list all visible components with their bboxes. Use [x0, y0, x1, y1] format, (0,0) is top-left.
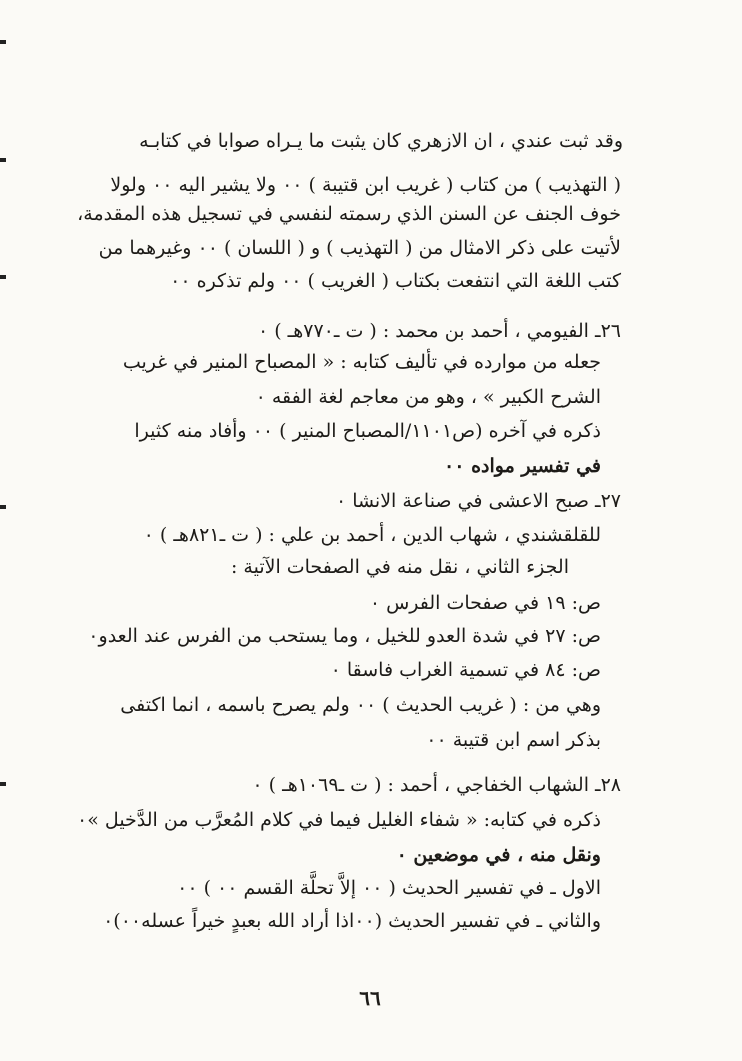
text-line: جعله من موارده في تأليف كتابه : « المصباح المنير في غريب [122, 351, 601, 373]
page-number: ٦٦ [359, 986, 381, 1010]
text-line: ص: ٢٧ في شدة العدو للخيل ، وما يستحب من الفرس عند العدو٠ [88, 625, 601, 647]
text-line: ونقل منه ، في موضعين ٠ [396, 844, 601, 866]
text-line: بذكر اسم ابن قتيبة ٠٠ [426, 729, 601, 751]
text-line: لأتيت على ذكر الامثال من ( التهذيب ) و ( اللسان ) ٠٠ وغيرهما من [98, 237, 621, 259]
text-line: للقلقشندي ، شهاب الدين ، أحمد بن علي : ( ت ـ٨٢١هـ ) ٠ [143, 524, 601, 546]
text-line: وقد ثبت عندي ، ان الازهري كان يثبت ما يـراه صوابا في كتابـه [139, 130, 623, 152]
text-line: كتب اللغة التي انتفعت بكتاب ( الغريب ) ٠٠ ولم تذكره ٠٠ [170, 270, 621, 292]
text-line: الاول ـ في تفسير الحديث ( ٠٠ إلاَّ تحلَّة القسم ٠٠ ) ٠٠ [177, 877, 601, 899]
margin-mark [0, 505, 6, 509]
text-line: خوف الجنف عن السنن الذي رسمته لنفسي في تسجيل هذه المقدمة، [77, 203, 621, 225]
entry-heading-28: ٢٨ـ الشهاب الخفاجي ، أحمد : ( ت ـ١٠٦٩هـ ) ٠ [252, 774, 621, 796]
margin-mark [0, 782, 6, 786]
text-line: في تفسير مواده ٠٠ [444, 455, 601, 477]
text-line: والثاني ـ في تفسير الحديث (٠٠اذا أراد الله بعبدٍ خيراً عسله٠٠)٠ [103, 910, 601, 932]
text-line: ذكره في كتابه: « شفاء الغليل فيما في كلام المُعرَّب من الدَّخيل »٠ [77, 809, 601, 831]
margin-mark [0, 158, 6, 162]
margin-mark [0, 40, 6, 44]
entry-heading-27: ٢٧ـ صبح الاعشى في صناعة الانشا ٠ [335, 490, 621, 512]
text-line: الشرح الكبير » ، وهو من معاجم لغة الفقه ٠ [255, 386, 601, 408]
text-line: ص: ١٩ في صفحات الفرس ٠ [369, 592, 601, 614]
text-line: ذكره في آخره (ص١١٠١/المصباح المنير ) ٠٠ وأفاد منه كثيرا [134, 420, 601, 442]
margin-mark [0, 275, 6, 279]
text-line: ( التهذيب ) من كتاب ( غريب ابن قتيبة ) ٠٠ ولا يشير اليه ٠٠ ولولا [110, 174, 621, 196]
text-line: الجزء الثاني ، نقل منه في الصفحات الآتية : [230, 556, 569, 578]
entry-heading-26: ٢٦ـ الفيومي ، أحمد بن محمد : ( ت ـ٧٧٠هـ ) ٠ [257, 320, 621, 342]
text-line: ص: ٨٤ في تسمية الغراب فاسقا ٠ [330, 659, 601, 681]
text-line: وهي من : ( غريب الحديث ) ٠٠ ولم يصرح باسمه ، انما اكتفى [120, 694, 601, 716]
